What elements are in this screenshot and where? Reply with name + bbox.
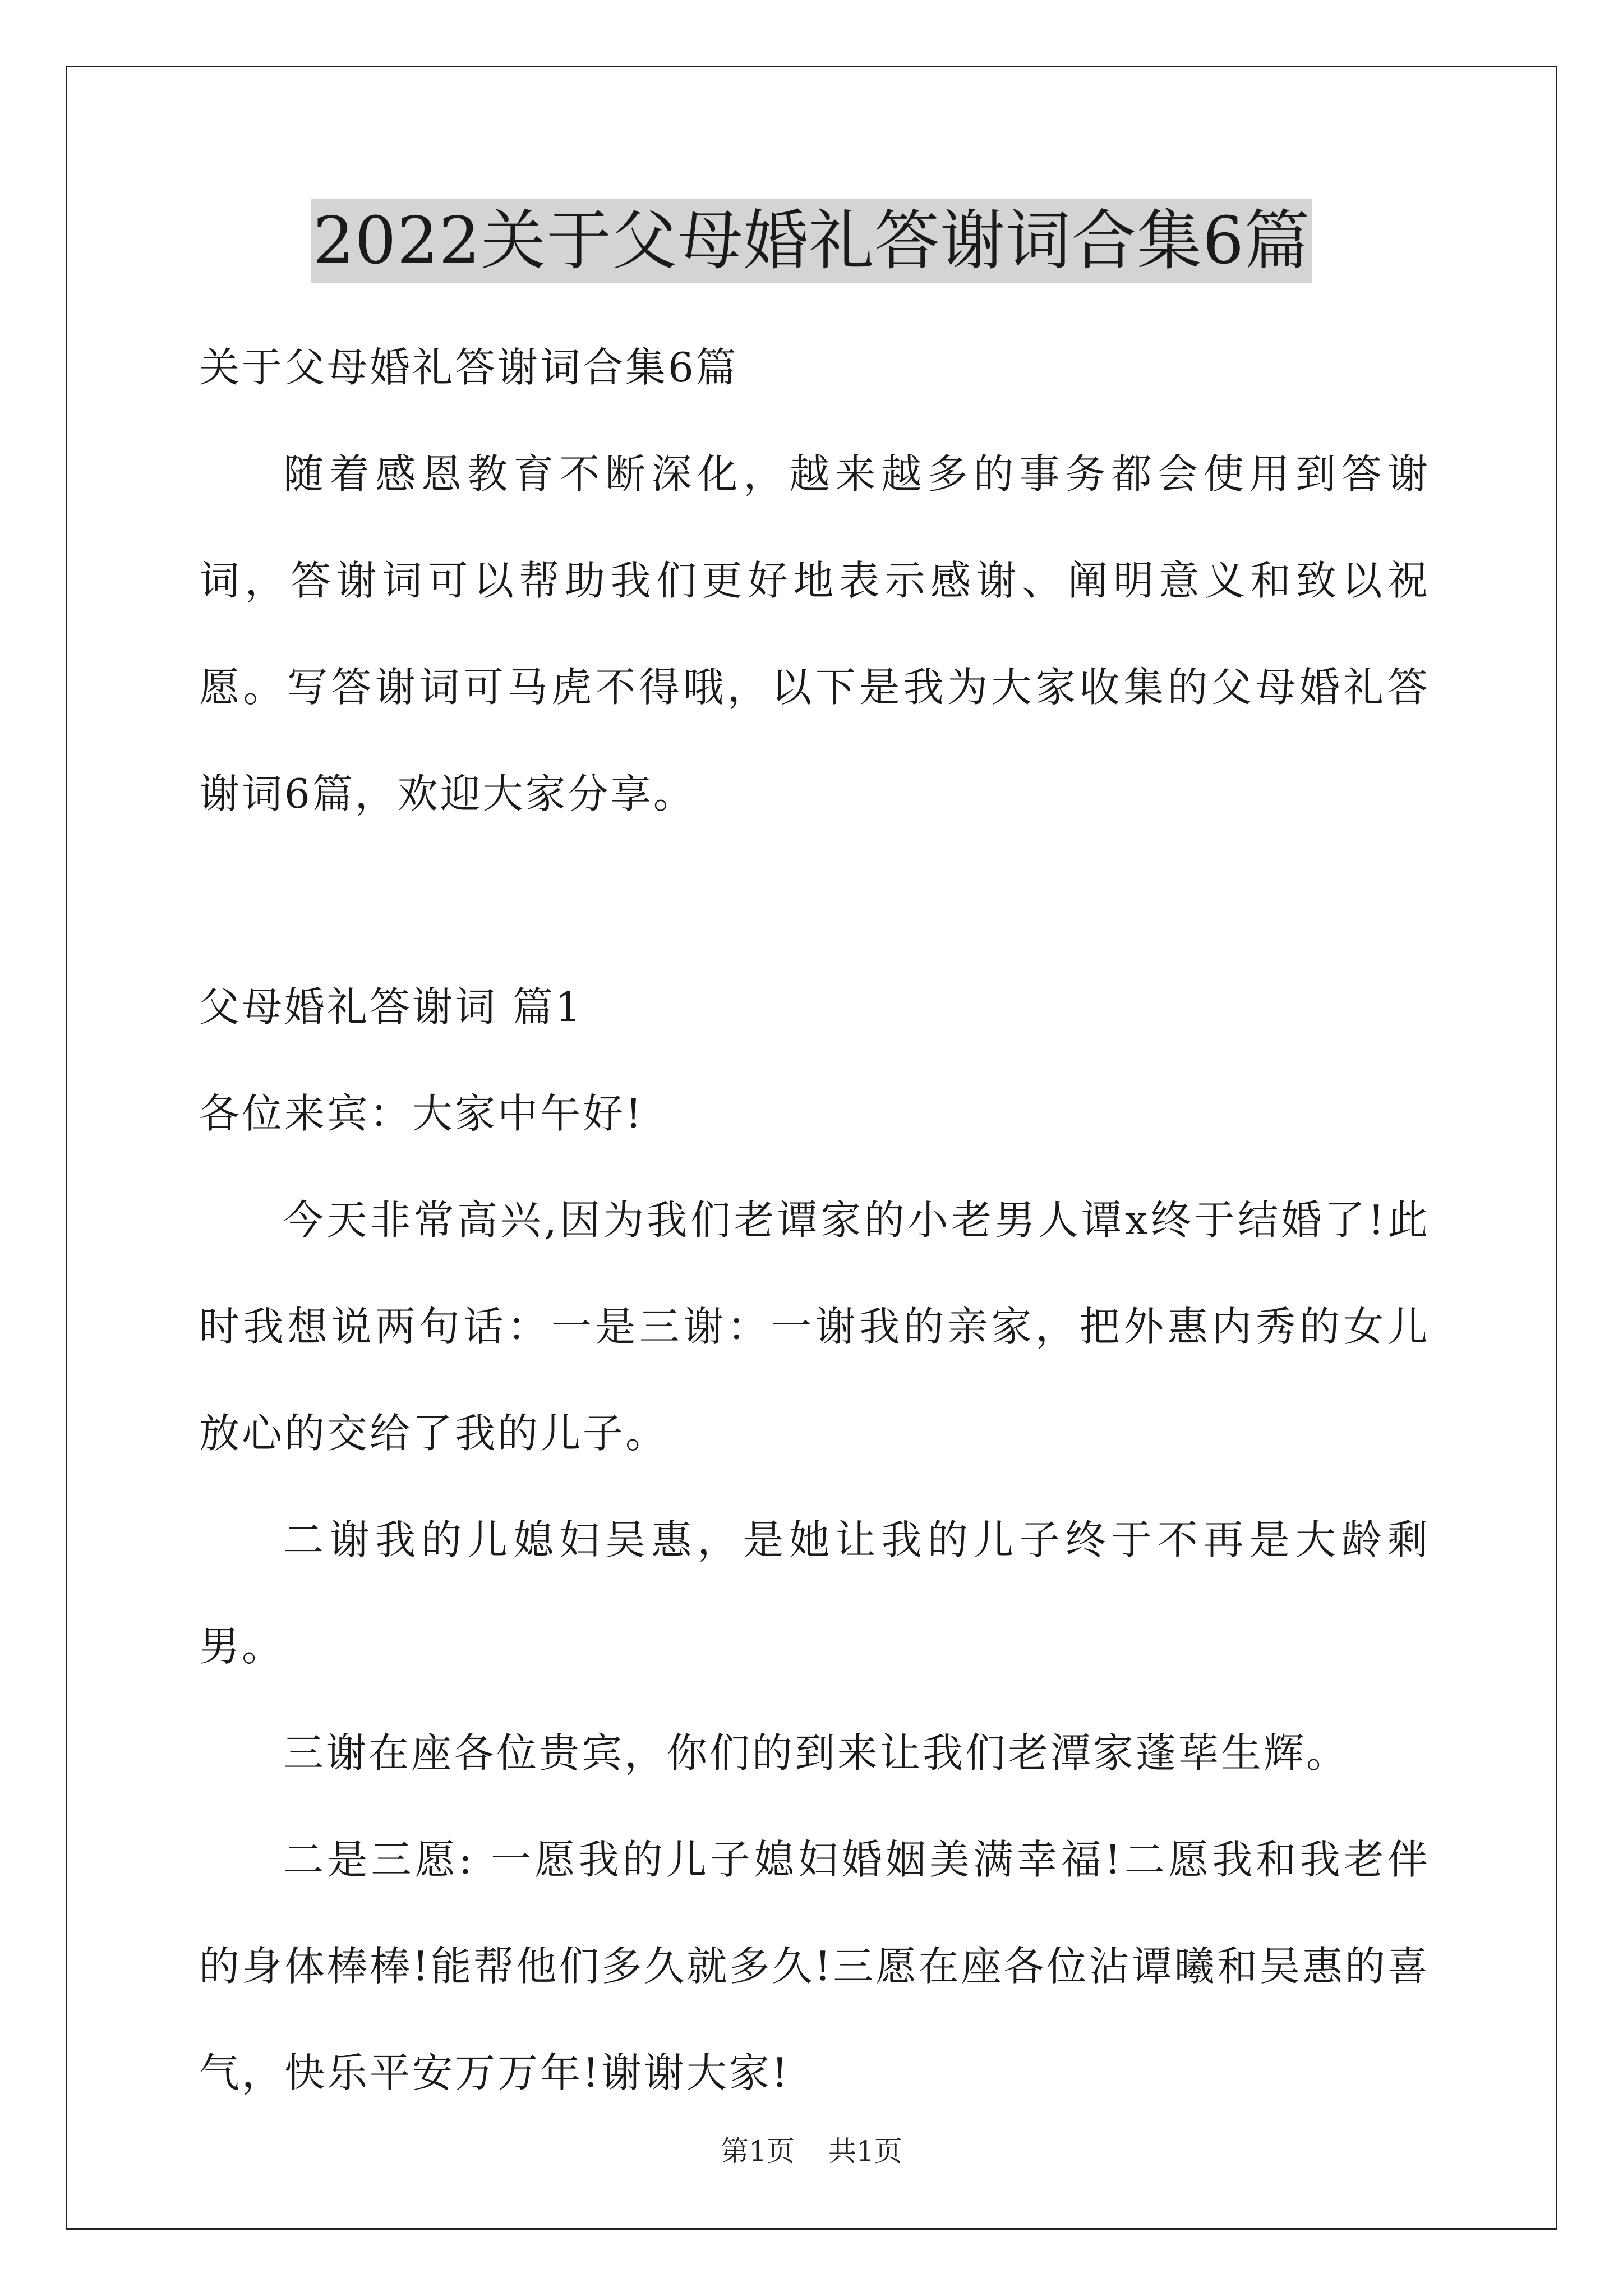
body-paragraph: 三谢在座各位贵宾，你们的到来让我们老潭家蓬荜生辉。 xyxy=(283,1729,1349,1777)
salutation: 各位来宾：大家中午好! xyxy=(199,1090,644,1137)
body-paragraph: 二谢我的儿媳妇吴惠，是她让我的儿子终于不再是大龄剩男。 xyxy=(199,1516,1430,1670)
document-title: 2022关于父母婚礼答谢词合集6篇 xyxy=(311,199,1312,283)
body-paragraph: 二是三愿: 一愿我的儿子媳妇婚姻美满幸福!二愿我和我老伴的身体棒棒!能帮他们多久就多久!三愿在座各位沾谭曦和吴惠的喜气，快乐平安万万年!谢谢大家! xyxy=(199,1836,1430,2096)
title-container xyxy=(0,199,1623,283)
body-paragraph: 今天非常高兴,因为我们老谭家的小老男人谭x终于结婚了!此时我想说两句话：一是三谢：一谢我的亲家，把外惠内秀的女儿放心的交给了我的儿子。 xyxy=(199,1197,1430,1457)
intro-paragraph: 随着感恩教育不断深化，越来越多的事务都会使用到答谢词，答谢词可以帮助我们更好地表示感谢、阐明意义和致以祝愿。写答谢词可马虎不得哦，以下是我为大家收集的父母婚礼答谢词6篇，欢迎大家分享。 xyxy=(199,450,1430,817)
document-subtitle: 关于父母婚礼答谢词合集6篇 xyxy=(199,344,739,391)
section-heading: 父母婚礼答谢词 篇1 xyxy=(199,983,583,1030)
section-gap xyxy=(199,847,1430,954)
page-footer xyxy=(0,2129,1623,2169)
page-number: 第1页 xyxy=(721,2135,795,2168)
document-body xyxy=(199,314,1430,2126)
page-total: 共1页 xyxy=(828,2135,902,2168)
